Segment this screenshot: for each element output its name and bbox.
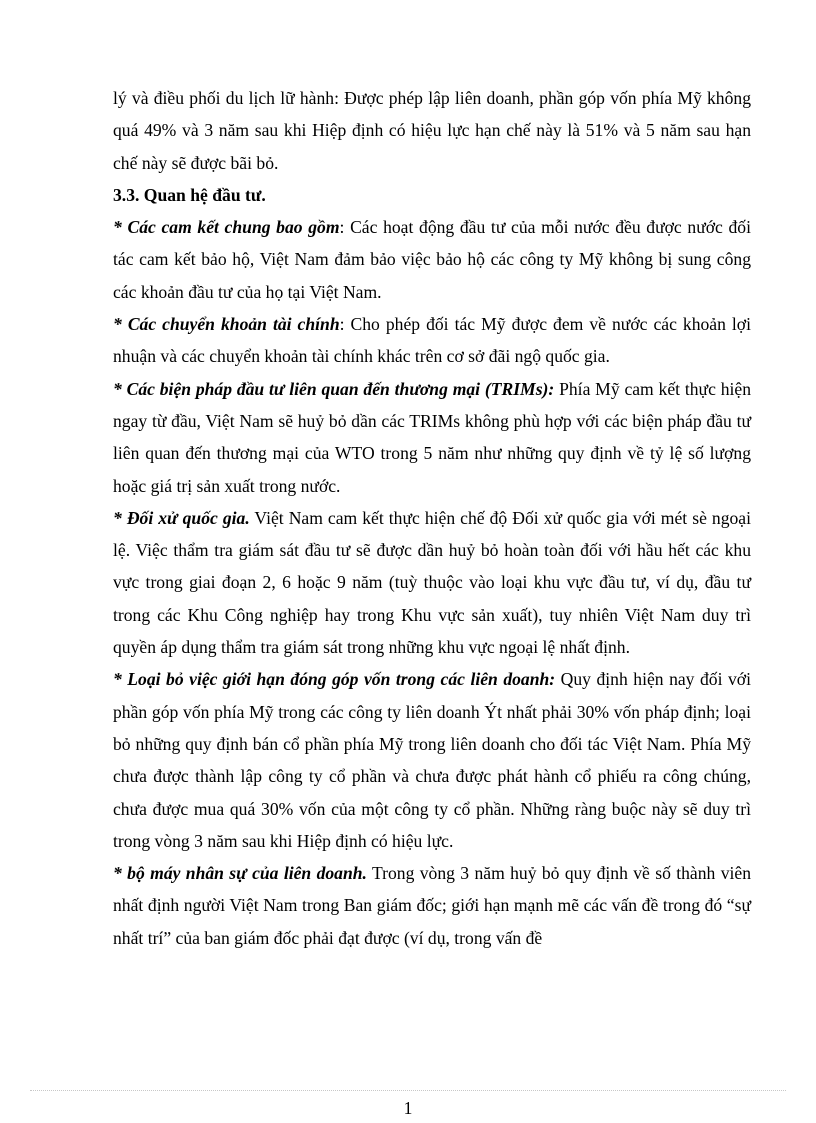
intro-paragraph-text: lý và điều phối du lịch lữ hành: Được phép lập liên doanh, phần góp vốn phía Mỹ không quá 49% và 3 năm sau khi Hiệp định có hiệu lực hạn chế này là 51% và 5 năm sau hạn chế này sẽ được bãi bỏ. bbox=[113, 88, 751, 173]
national-treatment-lead: * Đối xử quốc gia. bbox=[113, 507, 250, 528]
transfers-paragraph bbox=[113, 308, 751, 373]
capital-limit-text: Quy định hiện nay đối với phần góp vốn phía Mỹ trong các công ty liên doanh Ýt nhất phải 30% vốn pháp định; loại bỏ những quy định bán cổ phần phía Mỹ trong liên doanh cho đối tác Việt Nam. Phía Mỹ chưa được thành lập công ty cổ phần và chưa được phát hành cổ phiếu ra công chúng, chưa được mua quá 30% vốn của một công ty cổ phần. Những ràng buộc này sẽ duy trì trong vòng 3 năm sau khi Hiệp định có hiệu lực. bbox=[113, 669, 751, 851]
trims-paragraph bbox=[113, 373, 751, 502]
trims-lead: * Các biện pháp đầu tư liên quan đến thương mại (TRIMs): bbox=[113, 378, 555, 399]
section-heading: 3.3. Quan hệ đầu tư. bbox=[113, 184, 266, 205]
footer-divider bbox=[30, 1090, 786, 1091]
commitments-lead: * Các cam kết chung bao gồm bbox=[113, 217, 340, 238]
personnel-paragraph bbox=[113, 857, 751, 954]
document-body bbox=[113, 82, 751, 954]
capital-limit-lead: * Loại bỏ việc giới hạn đóng góp vốn trong các liên doanh: bbox=[113, 669, 556, 690]
page-number: 1 bbox=[403, 1098, 413, 1118]
personnel-text: Trong vòng 3 năm huỷ bỏ quy định về số thành viên nhất định người Việt Nam trong Ban giám đốc; giới hạn mạnh mẽ các vấn đề trong đó “sự nhất trí” của ban giám đốc phải đạt được (ví dụ, trong vấn đề bbox=[113, 863, 751, 948]
capital-limit-paragraph bbox=[113, 663, 751, 857]
intro-paragraph bbox=[113, 82, 751, 179]
commitments-paragraph bbox=[113, 211, 751, 308]
transfers-lead: * Các chuyển khoản tài chính bbox=[113, 314, 340, 335]
national-treatment-text: Việt Nam cam kết thực hiện chế độ Đối xử quốc gia với mét sè ngoại lệ. Việc thẩm tra giám sát đầu tư sẽ được dần huỷ bỏ hoàn toàn đối với hầu hết các khu vực trong giai đoạn 2, 6 hoặc 9 năm (tuỳ thuộc vào loại khu vực đầu tư, ví dụ, đầu tư trong các Khu Công nghiệp hay trong Khu vực sản xuất), tuy nhiên Việt Nam duy trì quyền áp dụng thẩm tra giám sát trong những khu vực ngoại lệ nhất định. bbox=[113, 507, 751, 658]
trims-text: Phía Mỹ cam kết thực hiện ngay từ đầu, Việt Nam sẽ huỷ bỏ dần các TRIMs không phù hợp với các biện pháp đầu tư liên quan đến thương mại của WTO trong 5 năm như những quy định về tỷ lệ số lượng hoặc giá trị sản xuất trong nước. bbox=[113, 378, 751, 496]
transfers-text: : Cho phép đối tác Mỹ được đem về nước các khoản lợi nhuận và các chuyển khoản tài chính khác trên cơ sở đãi ngộ quốc gia. bbox=[113, 314, 751, 367]
commitments-text: : Các hoạt động đầu tư của mỗi nước đều được nước đối tác cam kết bảo hộ, Việt Nam đảm bảo việc bảo hộ các công ty Mỹ không bị sung công các khoản đầu tư của họ tại Việt Nam. bbox=[113, 217, 751, 302]
national-treatment-paragraph bbox=[113, 502, 751, 663]
personnel-lead: * bộ máy nhân sự của liên doanh. bbox=[113, 863, 367, 884]
